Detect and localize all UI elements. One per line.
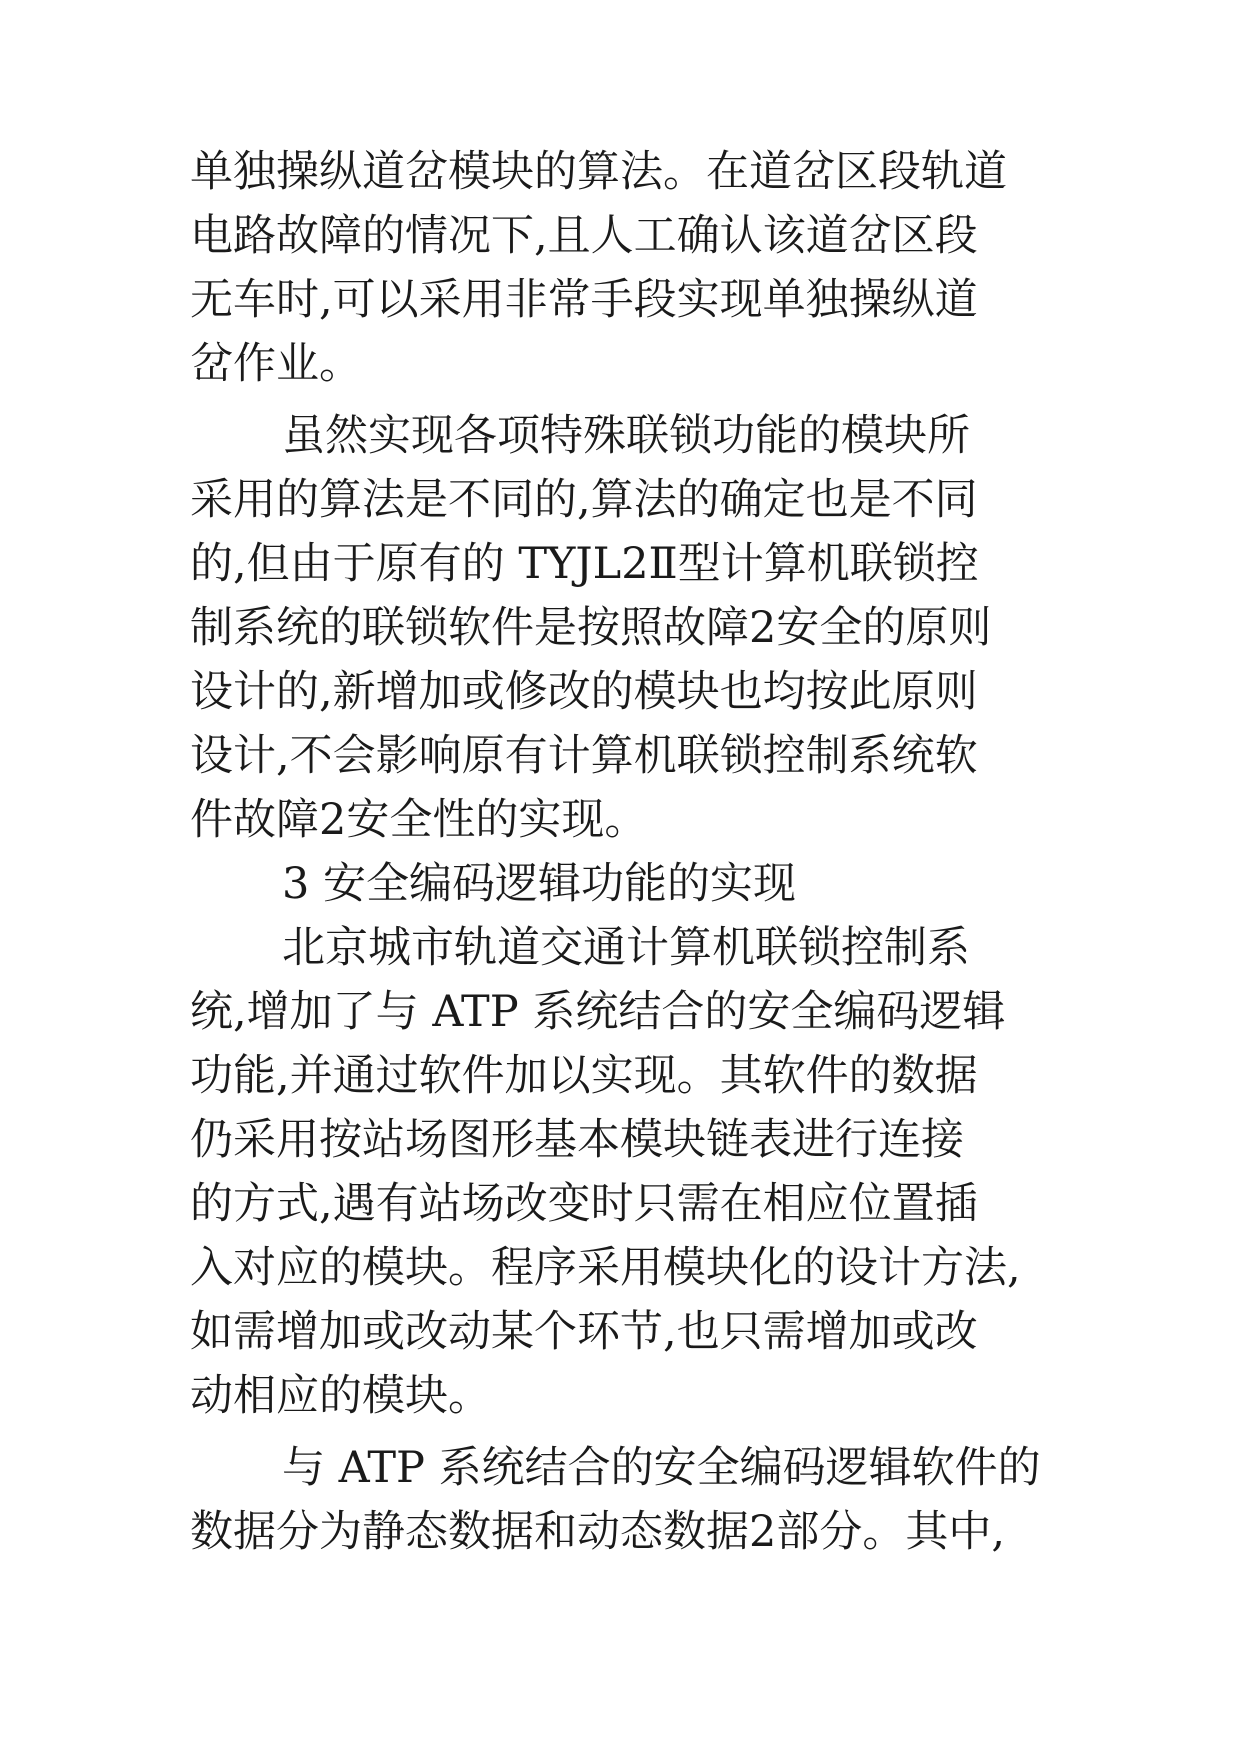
section-title: 3 安全编码逻辑功能的实现 [282, 859, 797, 909]
text-line: 仍采用按站场图形基本模块链表进行连接 [190, 1115, 964, 1165]
text-line: 单独操纵道岔模块的算法。在道岔区段轨道 [190, 147, 1007, 197]
text-line: 的方式,遇有站场改变时只需在相应位置插 [190, 1179, 978, 1229]
paragraph-interlock-algorithms [190, 404, 1070, 852]
text-line: 采用的算法是不同的,算法的确定也是不同 [190, 475, 978, 525]
body-text [190, 140, 1070, 1564]
text-line: 数据分为静态数据和动态数据2部分。其中, [190, 1507, 1006, 1557]
text-line: 设计的,新增加或修改的模块也均按此原则 [190, 667, 978, 717]
text-line: 制系统的联锁软件是按照故障2安全的原则 [190, 603, 992, 653]
text-line: 功能,并通过软件加以实现。其软件的数据 [190, 1051, 978, 1101]
text-line: 电路故障的情况下,且人工确认该道岔区段 [190, 211, 978, 261]
text-line: 与 ATP 系统结合的安全编码逻辑软件的 [282, 1443, 1041, 1493]
text-line: 入对应的模块。程序采用模块化的设计方法, [190, 1243, 1021, 1293]
text-line: 的,但由于原有的 TYJL2Ⅱ型计算机联锁控 [190, 539, 979, 589]
text-line: 北京城市轨道交通计算机联锁控制系 [282, 923, 970, 973]
text-line: 动相应的模块。 [190, 1371, 491, 1421]
text-line: 设计,不会影响原有计算机联锁控制系统软 [190, 731, 978, 781]
text-line: 岔作业。 [190, 339, 362, 389]
text-line: 件故障2安全性的实现。 [190, 795, 648, 845]
paragraph-data-categories [190, 1436, 1070, 1564]
text-line: 如需增加或改动某个环节,也只需增加或改 [190, 1307, 978, 1357]
section-heading [190, 852, 1070, 916]
text-line: 虽然实现各项特殊联锁功能的模块所 [282, 411, 970, 461]
paragraph-switch-operation [190, 140, 1070, 396]
text-line: 无车时,可以采用非常手段实现单独操纵道 [190, 275, 978, 325]
text-line: 统,增加了与 ATP 系统结合的安全编码逻辑 [190, 987, 1006, 1037]
paragraph-beijing-system [190, 916, 1070, 1428]
